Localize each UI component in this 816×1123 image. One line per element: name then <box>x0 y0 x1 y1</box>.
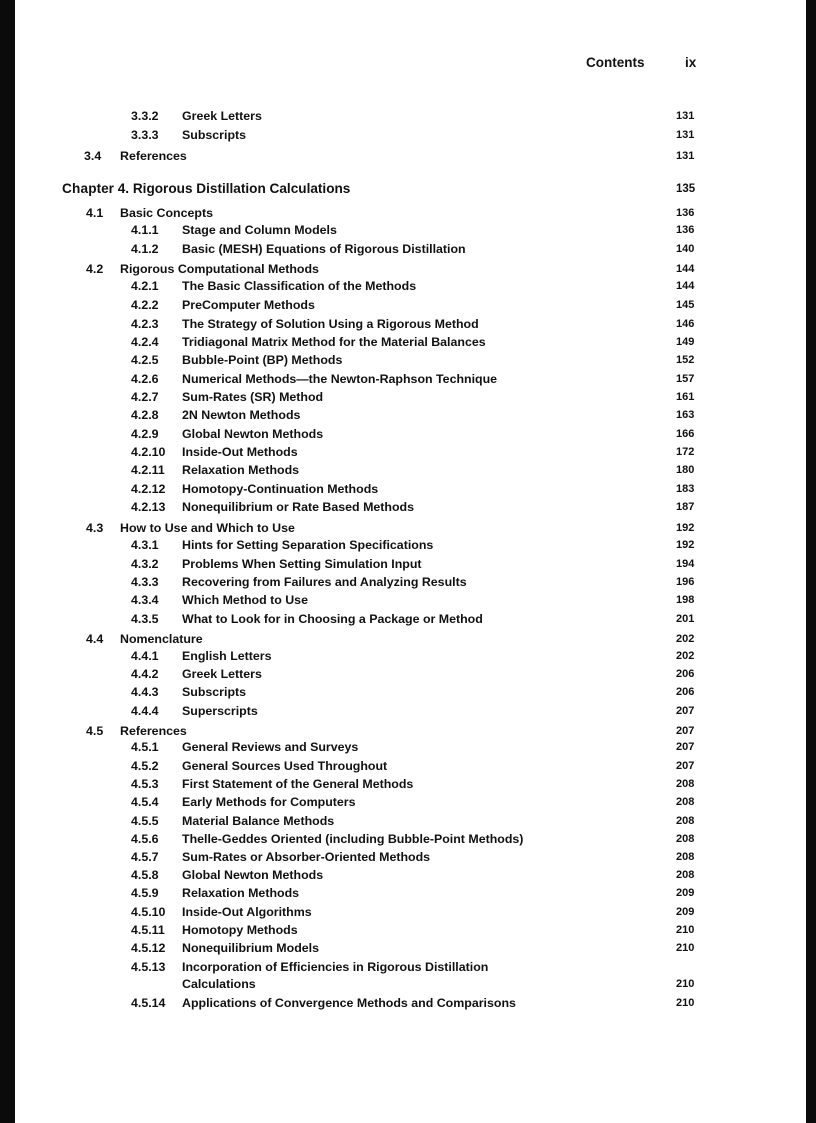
toc-entry-4-2-13: 4.2.13 Nonequilibrium or Rate Based Methods 187 <box>131 500 695 514</box>
toc-entry-3-3-2: 3.3.2 Greek Letters 131 <box>131 109 695 123</box>
toc-entry-4-2-12: 4.2.12 Homotopy-Continuation Methods 183 <box>131 482 695 496</box>
toc-entry-4-2-2: 4.2.2 PreComputer Methods 145 <box>131 298 695 312</box>
toc-entry-4-2-8: 4.2.8 2N Newton Methods 163 <box>131 408 695 422</box>
toc-entry-4-2-4: 4.2.4 Tridiagonal Matrix Method for the Material Balances 149 <box>131 335 695 349</box>
chapter-heading <box>0 180 816 198</box>
toc-entry-4-4: 4.4 Nomenclature 202 <box>86 632 695 646</box>
toc-entry-3-4: 3.4 References 131 <box>84 149 695 163</box>
toc-entry-4-3: 4.3 How to Use and Which to Use 192 <box>86 521 695 535</box>
toc-entry-3-3-3: 3.3.3 Subscripts 131 <box>131 128 695 142</box>
chapter-heading-prefix: Cha <box>62 181 89 196</box>
toc-entry-4-4-2: 4.4.2 Greek Letters 206 <box>131 667 695 681</box>
toc-entry-4-2-1: 4.2.1 The Basic Classification of the Methods 144 <box>131 279 695 293</box>
toc-entry-4-1-2: 4.1.2 Basic (MESH) Equations of Rigorous Distillation 140 <box>131 242 695 256</box>
toc-entry-4-3-1: 4.3.1 Hints for Setting Separation Specifications 192 <box>131 538 695 552</box>
toc-entry-4-5-1: 4.5.1 General Reviews and Surveys 207 <box>131 740 695 754</box>
toc-entry-4-3-2: 4.3.2 Problems When Setting Simulation Input 194 <box>131 557 695 571</box>
toc-entry-4-2-3: 4.2.3 The Strategy of Solution Using a Rigorous Method 146 <box>131 317 695 331</box>
toc-entry-4-4-4: 4.4.4 Superscripts 207 <box>131 704 695 718</box>
toc-entry-4-2-11: 4.2.11 Relaxation Methods 180 <box>131 463 695 477</box>
toc-entry-4-2-6: 4.2.6 Numerical Methods—the Newton-Raphson Technique 157 <box>131 372 695 386</box>
toc-entry-4-4-1: 4.4.1 English Letters 202 <box>131 649 695 663</box>
running-head <box>0 55 816 75</box>
running-head-page-number: ix <box>685 55 697 70</box>
toc-entry-4-5-14: 4.5.14 Applications of Convergence Methods and Comparisons 210 <box>131 996 695 1010</box>
toc-entry-4-1: 4.1 Basic Concepts 136 <box>86 206 695 220</box>
toc-entry-4-3-3: 4.3.3 Recovering from Failures and Analyzing Results 196 <box>131 575 695 589</box>
toc-entry-4-1-1: 4.1.1 Stage and Column Models 136 <box>131 223 695 237</box>
toc-entry-4-5-8: 4.5.8 Global Newton Methods 208 <box>131 868 695 882</box>
chapter-heading-title: pter 4. Rigorous Distillation Calculations <box>88 181 351 196</box>
running-head-title: Contents <box>586 55 645 70</box>
toc-entry-4-5-6: 4.5.6 Thelle-Geddes Oriented (including Bubble-Point Methods) 208 <box>131 832 695 846</box>
toc-entry-4-5-5: 4.5.5 Material Balance Methods 208 <box>131 814 695 828</box>
toc-entry-4-5: 4.5 References 207 <box>86 724 695 738</box>
toc-entry-4-4-3: 4.4.3 Subscripts 206 <box>131 685 695 699</box>
toc-entry-4-2-7: 4.2.7 Sum-Rates (SR) Method 161 <box>131 390 695 404</box>
toc-entry-4-5-7: 4.5.7 Sum-Rates or Absorber-Oriented Methods 208 <box>131 850 695 864</box>
toc-entry-4-5-13: 4.5.13 Incorporation of Efficiencies in Rigorous Distillation <box>131 960 489 974</box>
toc-entry-4-3-5: 4.3.5 What to Look for in Choosing a Package or Method 201 <box>131 612 695 626</box>
toc-entry-4-5-11: 4.5.11 Homotopy Methods 210 <box>131 923 695 937</box>
toc-entry-4-3-4: 4.3.4 Which Method to Use 198 <box>131 593 695 607</box>
toc-entry-4-2-10: 4.2.10 Inside-Out Methods 172 <box>131 445 695 459</box>
toc-entry-4-5-3: 4.5.3 First Statement of the General Methods 208 <box>131 777 695 791</box>
toc-entry-4-5-2: 4.5.2 General Sources Used Throughout 207 <box>131 759 695 773</box>
toc-entry-4-5-12: 4.5.12 Nonequilibrium Models 210 <box>131 941 695 955</box>
toc-entry-4-2: 4.2 Rigorous Computational Methods 144 <box>86 262 695 276</box>
toc-entry-4-5-4: 4.5.4 Early Methods for Computers 208 <box>131 795 695 809</box>
toc-entry-4-2-5: 4.2.5 Bubble-Point (BP) Methods 152 <box>131 353 695 367</box>
toc-entry-4-2-9: 4.2.9 Global Newton Methods 166 <box>131 427 695 441</box>
toc-entry-4-5-13-continued: Calculations 210 <box>182 977 695 991</box>
toc-entry-4-5-9: 4.5.9 Relaxation Methods 209 <box>131 886 695 900</box>
chapter-page: 135 <box>676 183 696 195</box>
toc-entry-4-5-10: 4.5.10 Inside-Out Algorithms 209 <box>131 905 695 919</box>
